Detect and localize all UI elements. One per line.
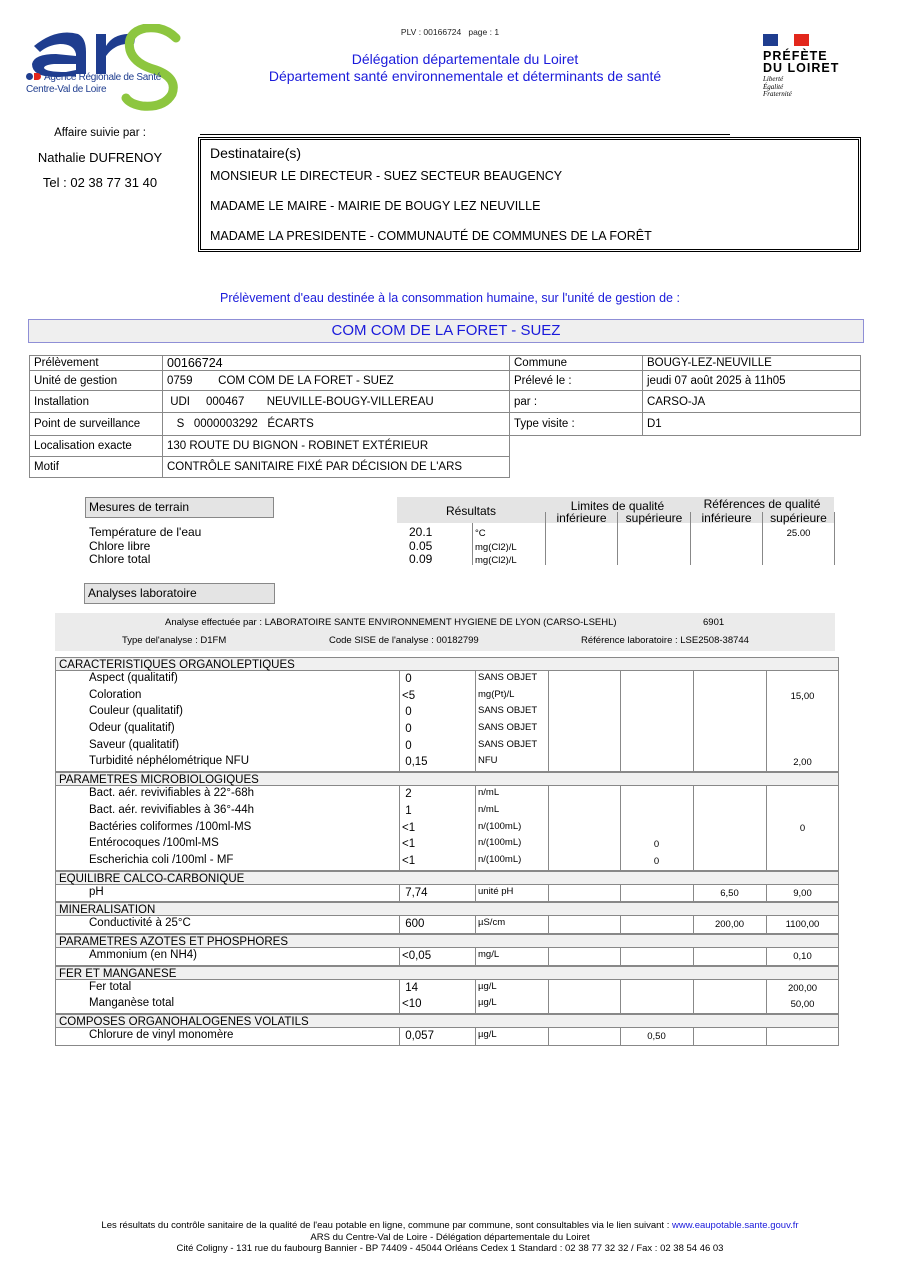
result-value: <0,05 xyxy=(402,949,432,962)
info-row xyxy=(510,413,861,436)
terrain-value: 0.05 xyxy=(409,539,433,553)
destinataire-item: MADAME LA PRESIDENTE - COMMUNAUTÉ DE COMMUNES DE LA FORÊT xyxy=(210,229,652,243)
result-row xyxy=(56,980,838,997)
group-header: FER ET MANGANESE xyxy=(55,966,839,980)
result-row xyxy=(56,820,838,837)
code-sise: Code SISE de l'analyse : 00182799 xyxy=(329,635,479,646)
info-value: S 0000003292 ÉCARTS xyxy=(163,413,510,436)
lab-effectuee-par: Analyse effectuée par : LABORATOIRE SANTE ENVIRONNEMENT HYGIENE DE LYON (CARSO-LSEHL) xyxy=(165,617,617,628)
param-name: pH xyxy=(89,885,104,898)
result-row xyxy=(56,1028,838,1045)
destinataires-divider xyxy=(200,134,730,135)
results-header xyxy=(397,497,834,523)
param-name: Fer total xyxy=(89,980,132,993)
result-row xyxy=(56,853,838,870)
limit-lim-sup: 0,50 xyxy=(647,1031,666,1042)
limit-ref-sup: 15,00 xyxy=(790,690,815,702)
result-value: 0 xyxy=(402,673,412,685)
param-name: Manganèse total xyxy=(89,997,175,1010)
terrain-ref-sup: 25.00 xyxy=(786,528,811,539)
type-analyse: Type del'analyse : D1FM xyxy=(122,635,227,646)
result-value: <1 xyxy=(402,854,416,867)
info-label: Unité de gestion xyxy=(30,371,163,391)
param-name: Escherichia coli /100ml - MF xyxy=(89,853,234,866)
param-name: Bact. aér. revivifiables à 22°-68h xyxy=(89,787,255,800)
group-header: PARAMETRES MICROBIOLOGIQUES xyxy=(55,772,839,786)
prefet-line2: DU LOIRET xyxy=(763,61,840,75)
destinataires-title: Destinataire(s) xyxy=(210,145,302,161)
ars-line1: Agence Régionale de Santé xyxy=(44,72,162,83)
ars-half-dot-icon xyxy=(34,73,41,80)
limit-ref-sup: 0 xyxy=(799,822,806,834)
prefet-line1: PRÉFÈTE xyxy=(763,49,828,63)
header-references: Références de qualité xyxy=(703,497,821,511)
ars-line2: Centre-Val de Loire xyxy=(26,84,107,95)
terrain-unit: mg(Cl2)/L xyxy=(475,542,517,553)
info-row xyxy=(30,457,510,478)
group-block xyxy=(55,786,839,870)
info-value: CARSO-JA xyxy=(643,391,861,413)
info-label: Prélevé le : xyxy=(510,371,643,391)
unite-gestion-title: COM COM DE LA FORET - SUEZ xyxy=(28,319,864,343)
destinataires-box xyxy=(198,137,861,252)
group-header: MINERALISATION xyxy=(55,902,839,916)
result-unit: SANS OBJET xyxy=(478,722,538,734)
analyses-laboratoire-title: Analyses laboratoire xyxy=(84,583,275,604)
destinataire-item: MONSIEUR LE DIRECTEUR - SUEZ SECTEUR BEAUGENCY xyxy=(210,169,563,183)
result-unit: µg/L xyxy=(478,997,497,1009)
header-lim-inf: inférieure xyxy=(556,511,607,525)
result-row xyxy=(56,671,838,688)
info-label: Installation xyxy=(30,391,163,413)
info-row xyxy=(30,356,510,371)
ars-logo xyxy=(26,24,186,112)
info-label: Type visite : xyxy=(510,413,643,436)
info-label: par : xyxy=(510,391,643,413)
info-label: Localisation exacte xyxy=(30,436,163,457)
result-value: 1 xyxy=(402,804,412,817)
ars-subtitle xyxy=(26,72,161,96)
param-name: Odeur (qualitatif) xyxy=(89,722,175,735)
info-label: Commune xyxy=(510,356,643,371)
result-unit: n/mL xyxy=(478,787,500,799)
lab-code: 6901 xyxy=(703,617,725,628)
group-block xyxy=(55,1028,839,1046)
info-value: D1 xyxy=(643,413,861,436)
result-value: <10 xyxy=(402,998,422,1011)
result-unit: µg/L xyxy=(478,980,497,992)
prelevement-info-table-right xyxy=(509,355,861,436)
group-block xyxy=(55,980,839,1014)
limit-ref-sup: 2,00 xyxy=(793,757,812,769)
param-name: Chlorure de vinyl monomère xyxy=(89,1029,234,1041)
result-value: 14 xyxy=(402,981,418,994)
group-block xyxy=(55,916,839,934)
group-block xyxy=(55,948,839,966)
info-value: 00166724 xyxy=(163,356,510,371)
result-row xyxy=(56,836,838,853)
result-unit: unité pH xyxy=(478,885,514,897)
result-value: <1 xyxy=(402,821,416,834)
delegation-line1: Délégation départementale du Loiret xyxy=(351,51,579,67)
result-row xyxy=(56,704,838,721)
info-label: Prélèvement xyxy=(30,356,163,371)
param-name: Aspect (qualitatif) xyxy=(89,672,178,684)
result-unit: µg/L xyxy=(478,1029,497,1040)
limit-ref-inf: 6,50 xyxy=(720,887,739,899)
header-ref-inf: inférieure xyxy=(701,511,752,525)
result-row xyxy=(56,688,838,705)
result-value: 0 xyxy=(402,739,412,752)
delegation-line2: Département santé environnementale et déterminants de santé xyxy=(268,68,662,84)
delegation-header xyxy=(180,51,750,85)
result-unit: SANS OBJET xyxy=(478,738,538,750)
result-row xyxy=(56,786,838,803)
param-name: Couleur (qualitatif) xyxy=(89,705,183,718)
result-unit: mg/L xyxy=(478,948,500,960)
eaupotable-link[interactable]: www.eaupotable.sante.gouv.fr xyxy=(672,1220,799,1231)
result-unit: SANS OBJET xyxy=(478,705,538,717)
group-header: PARAMETRES AZOTES ET PHOSPHORES xyxy=(55,934,839,948)
column-divider xyxy=(834,512,835,565)
group-header: CARACTERISTIQUES ORGANOLEPTIQUES xyxy=(55,657,839,671)
param-name: Entérocoques /100ml-MS xyxy=(89,837,219,850)
column-divider xyxy=(617,512,618,565)
result-unit: NFU xyxy=(478,755,498,767)
header-resultats: Résultats xyxy=(445,504,497,518)
result-unit: n/(100mL) xyxy=(478,837,522,849)
result-value: 7,74 xyxy=(402,886,428,899)
result-row xyxy=(56,885,838,902)
result-value: 0,057 xyxy=(402,1030,434,1042)
limit-ref-sup: 9,00 xyxy=(793,887,812,899)
terrain-param: Chlore libre xyxy=(89,539,151,553)
reference-labo: Référence laboratoire : LSE2508-38744 xyxy=(581,635,749,646)
group-header: COMPOSES ORGANOHALOGENES VOLATILS xyxy=(55,1014,839,1028)
info-value: UDI 000467 NEUVILLE-BOUGY-VILLEREAU xyxy=(163,391,510,413)
limit-ref-inf: 200,00 xyxy=(714,919,745,931)
limit-lim-sup: 0 xyxy=(653,855,660,867)
result-unit: n/mL xyxy=(478,803,500,815)
header-limites: Limites de qualité xyxy=(570,499,665,513)
column-divider xyxy=(472,523,473,565)
param-name: Saveur (qualitatif) xyxy=(89,738,180,751)
result-value: 600 xyxy=(402,918,425,931)
terrain-unit: mg(Cl2)/L xyxy=(475,555,517,566)
result-row xyxy=(56,916,838,933)
result-unit: µS/cm xyxy=(478,917,506,929)
prefet-motto xyxy=(763,76,873,99)
footer-text: Les résultats du contrôle sanitaire de la qualité de l'eau potable en ligne, commune par commune, sont consultables via le lien suivant : xyxy=(101,1220,672,1231)
result-row xyxy=(56,754,838,771)
group-block xyxy=(55,885,839,903)
destinataire-item: MADAME LE MAIRE - MAIRIE DE BOUGY LEZ NEUVILLE xyxy=(210,199,541,213)
plv-number: PLV : 00166724 xyxy=(400,27,462,37)
motto-fraternite: Fraternité xyxy=(763,90,792,98)
param-name: Turbidité néphélométrique NFU xyxy=(89,755,250,768)
column-divider xyxy=(545,512,546,565)
info-row xyxy=(510,391,861,413)
result-value: 0 xyxy=(402,706,412,719)
prelevement-intro: Prélèvement d'eau destinée à la consommation humaine, sur l'unité de gestion de : xyxy=(220,291,680,305)
param-name: Ammonium (en NH4) xyxy=(89,948,197,961)
group-block xyxy=(55,671,839,772)
info-row xyxy=(30,413,510,436)
result-value: <1 xyxy=(402,838,416,851)
info-value: BOUGY-LEZ-NEUVILLE xyxy=(643,356,861,371)
french-flag-icon xyxy=(763,34,809,46)
param-name: Conductivité à 25°C xyxy=(89,917,191,930)
info-value: jeudi 07 août 2025 à 11h05 xyxy=(643,371,861,391)
terrain-unit: °C xyxy=(475,528,486,539)
info-row xyxy=(30,391,510,413)
motto-egalite: Égalité xyxy=(763,82,784,91)
motto-liberte: Liberté xyxy=(763,75,784,83)
terrain-param: Température de l'eau xyxy=(89,525,202,539)
param-name: Coloration xyxy=(89,688,142,701)
lab-metadata xyxy=(55,613,835,651)
header-lim-sup: supérieure xyxy=(625,511,683,525)
info-row xyxy=(30,371,510,391)
result-value: 0,15 xyxy=(402,756,428,769)
column-divider xyxy=(690,512,691,565)
result-unit: n/(100mL) xyxy=(478,853,522,865)
terrain-value: 20.1 xyxy=(409,525,433,539)
info-label: Motif xyxy=(30,457,163,478)
page-number: page : 1 xyxy=(468,27,500,37)
param-name: Bact. aér. revivifiables à 36°-44h xyxy=(89,803,255,816)
info-label: Point de surveillance xyxy=(30,413,163,436)
info-row xyxy=(510,371,861,391)
footer-line2: ARS du Centre-Val de Loire - Délégation départementale du Loiret xyxy=(310,1232,590,1243)
result-row xyxy=(56,803,838,820)
lab-results-table xyxy=(55,657,839,1046)
result-value: <5 xyxy=(402,689,416,702)
ars-logo-graphic xyxy=(26,24,186,112)
limit-ref-sup: 200,00 xyxy=(787,982,818,994)
contact-phone: Tel : 02 38 77 31 40 xyxy=(42,175,158,190)
limit-ref-sup: 50,00 xyxy=(790,999,815,1011)
header-ref-sup: supérieure xyxy=(770,511,827,525)
footer-line3: Cité Coligny - 131 rue du faubourg Bannier - BP 74409 - 45044 Orléans Cedex 1 Standard : 02 38 77 32 32 / Fax : 02 38 54 46 03 xyxy=(176,1243,724,1254)
info-value: 0759 COM COM DE LA FORET - SUEZ xyxy=(163,371,510,391)
prefet-logo xyxy=(763,34,873,99)
limit-lim-sup: 0 xyxy=(653,839,660,851)
result-row xyxy=(56,738,838,755)
info-row xyxy=(510,356,861,371)
contact-label: Affaire suivie par : xyxy=(54,127,146,139)
result-row xyxy=(56,996,838,1013)
result-unit: mg(Pt)/L xyxy=(478,688,515,700)
group-header: EQUILIBRE CALCO-CARBONIQUE xyxy=(55,871,839,885)
result-row xyxy=(56,721,838,738)
result-unit: SANS OBJET xyxy=(478,672,538,683)
result-value: 2 xyxy=(402,788,412,801)
limit-ref-sup: 0,10 xyxy=(793,950,812,962)
param-name: Bactéries coliformes /100ml-MS xyxy=(89,820,252,833)
footer-line1 xyxy=(0,1220,900,1231)
ars-dot-icon xyxy=(26,73,33,80)
limit-ref-sup: 1100,00 xyxy=(785,919,820,931)
info-row xyxy=(30,436,510,457)
mesures-terrain-title: Mesures de terrain xyxy=(85,497,274,518)
info-value: 130 ROUTE DU BIGNON - ROBINET EXTÉRIEUR xyxy=(163,436,510,457)
terrain-value: 0.09 xyxy=(409,552,433,566)
info-value: CONTRÔLE SANITAIRE FIXÉ PAR DÉCISION DE L'ARS xyxy=(163,457,510,478)
contact-name: Nathalie DUFRENOY xyxy=(37,150,163,165)
terrain-param: Chlore total xyxy=(89,552,151,566)
result-unit: n/(100mL) xyxy=(478,820,522,832)
result-value: 0 xyxy=(402,723,412,736)
prelevement-info-table xyxy=(29,355,510,478)
result-row xyxy=(56,948,838,965)
